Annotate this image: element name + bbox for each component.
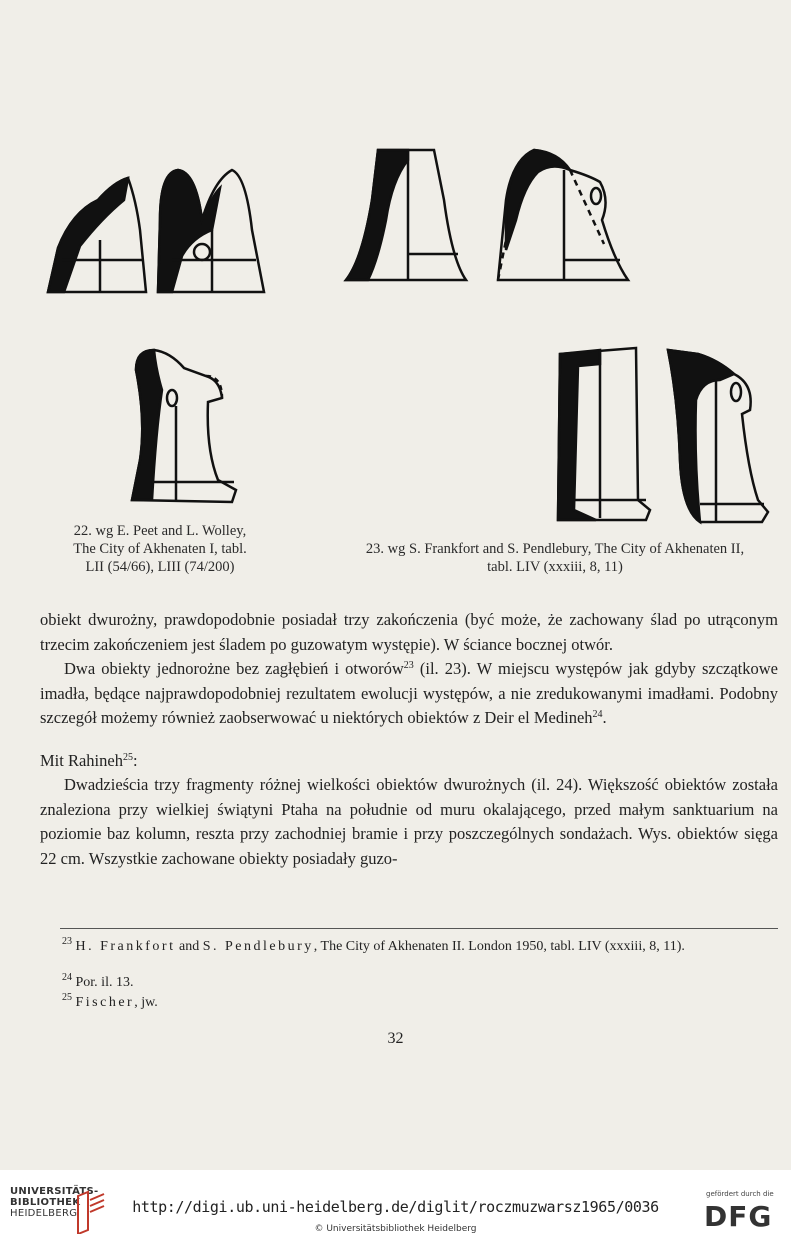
footnote-ref: 25 (122, 751, 133, 763)
text-span: and (175, 939, 203, 954)
figure-23-top-svg (338, 140, 638, 290)
dfg-funded-text: gefördert durch die (706, 1190, 774, 1198)
heading-text: Mit Rahineh (40, 750, 123, 770)
copyright-text: © Universitätsbibliothek Heidelberg (314, 1224, 477, 1234)
footnote-ref: 24 (592, 709, 603, 720)
text-span: , The City of Akhenaten II. London 1950, tabl. LIV (xxxiii, 8, 11). (313, 939, 685, 954)
footnote-24 (40, 974, 791, 992)
text-span: . (602, 708, 607, 727)
caption-line: The City of Akhenaten I, tabl. (73, 541, 247, 557)
dfg-logo: DFG (704, 1200, 773, 1233)
text-span: , jw. (134, 995, 158, 1010)
page-number: 32 (387, 1030, 404, 1047)
body-text (40, 608, 778, 871)
paragraph: obiekt dwurożny, prawdopodobnie posiadał trzy zakończenia (być może, że zachowany ślad po utrąconym trzecim zakończeniem jest śladem po guzowatym występie). W ściance bocznej otwór. (40, 610, 778, 654)
digitization-footer (0, 1170, 791, 1244)
footnote-author: H. Frankfort (75, 939, 176, 954)
permalink-url[interactable]: http://digi.ub.uni-heidelberg.de/diglit/roczmuzwarsz1965/0036 (132, 1198, 659, 1216)
footnote-ref: 23 (403, 660, 414, 671)
footnote-number: 25 (62, 992, 72, 1003)
text-span: : (132, 750, 138, 770)
library-line: BIBLIOTHEK (10, 1197, 81, 1208)
figure-22-bottom-svg (126, 340, 246, 510)
paragraph: Dwadzieścia trzy fragmenty różnej wielkości obiektów dwurożnych (il. 24). Większość obiektów została znaleziona przy wielkiej świątyni Ptaha na południe od muru okalającego, przed małym sanktuarium na poziomie baz kolumn, reszta przy zachodniej bramie i przy poszczególnych sondażach. Wys. obiektów sięga 22 cm. Wszystkie zachowane obiekty posiadały guzo- (40, 775, 778, 868)
figure-23-caption (320, 540, 790, 576)
text-span: (il. 23). W miejscu występów jak gdyby szczątkowe imadła, będące najprawdopodobniej rezultatem ewolucji występów, a nie zredukowanymi imadłami. Podobny szczegół możemy również zaobserwować u niektórych obiektów z Deir el Medineh (40, 659, 779, 727)
footnote-number: 24 (62, 972, 72, 983)
caption-line: 22. wg E. Peet and L. Wolley, (73, 523, 247, 539)
footnote-divider (60, 928, 778, 929)
footnote-25 (40, 994, 791, 1012)
caption-line: LII (54/66), LIII (74/200) (85, 559, 235, 575)
footnote-number: 23 (62, 936, 72, 947)
paragraph (40, 657, 778, 731)
footnote-author: Fischer (75, 995, 135, 1010)
text-span: Dwa obiekty jednorożne bez zagłębień i otworów (64, 659, 404, 678)
library-line: HEIDELBERG (10, 1208, 78, 1219)
figure-22-caption (20, 522, 300, 576)
figure-22-bottom-drawing (126, 340, 246, 510)
figure-23-bottom-svg (550, 340, 780, 530)
library-line: UNIVERSITÄTS- (10, 1186, 99, 1197)
caption-line: 23. wg S. Frankfort and S. Pendlebury, The City of Akhenaten II, (365, 541, 745, 557)
figure-23-bottom-drawings (550, 340, 780, 530)
footnote-author: S. Pendlebury (202, 939, 314, 954)
text-span: Por. il. 13. (75, 975, 134, 990)
caption-line: tabl. LIV (xxxiii, 8, 11) (487, 559, 623, 575)
figure-22-top-drawings (42, 160, 272, 300)
footnote-23 (40, 938, 778, 956)
figure-22-top-svg (42, 160, 272, 300)
section-heading (40, 749, 778, 774)
figure-23-top-drawings (338, 140, 638, 290)
